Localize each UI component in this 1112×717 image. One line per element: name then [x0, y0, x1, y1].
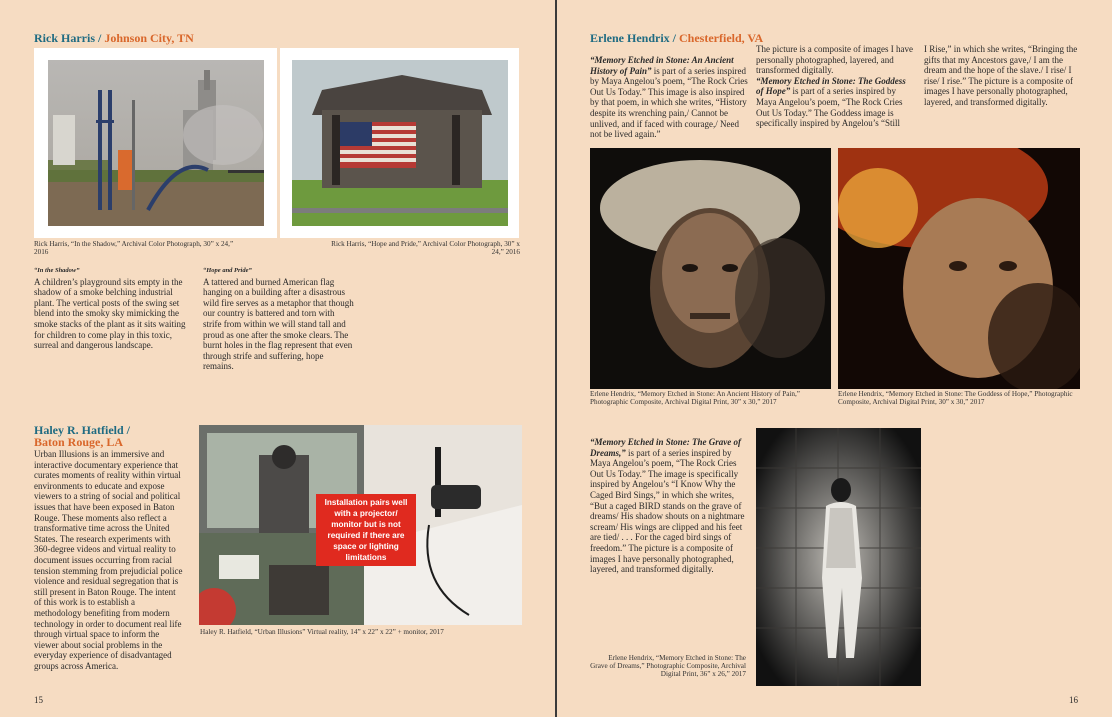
artwork-description: is part of a series inspired by Maya Angelou’s poem, “The Rock Cries Out Us Today.” This image is also inspired by that poem, in which she writes, “History despite its wrenching pain,/ Cannot be unlived, and if faced with courage,/ Need not be lived again.” — [590, 65, 748, 140]
description-block — [590, 55, 748, 140]
grave-of-dreams-photo — [756, 428, 921, 686]
description-block — [34, 266, 192, 351]
artwork-title: “Memory Etched in Stone: The Grave of Dreams,” — [590, 437, 741, 458]
photo-caption: Rick Harris, “In the Shadow,” Archival Color Photograph, 30” x 24,” 2016 — [34, 240, 234, 256]
artist-name: Erlene Hendrix / — [590, 31, 676, 45]
description-block — [756, 44, 914, 129]
flag-photo — [292, 60, 508, 226]
artist-place: Johnson City, TN — [104, 31, 194, 45]
description-block — [590, 437, 748, 575]
rick-header — [34, 31, 194, 46]
artwork-title: “Memory Etched in Stone: The Goddess of Hope” — [756, 75, 906, 97]
artwork-title: “Hope and Pride” — [203, 267, 252, 274]
artwork-title: “In the Shadow” — [34, 267, 80, 274]
description-block — [203, 266, 355, 372]
artwork-description: Urban Illusions is an immersive and interactive documentary experience that curates moments of reality within virtual environments to educate and expose viewers to a string of social and political issues that have been exposed in Baton Rouge. These moments also reflect a transformative time across the United States. The research experiments with 360-degree videos and virtual reality to document issues occurring from racial tension stemming from prejudicial police violence and residual segregation that is still present in Baton Rouge. The intent of this work is to establish a methodology benefiting from modern technology in order to document real life through virtual space to inform the viewer about social problems in the everyday experience of disadvantaged groups across America. — [34, 449, 183, 671]
haley-header — [34, 424, 130, 448]
artwork-title: “Memory Etched in Stone: An Ancient History of Pain” — [590, 55, 734, 76]
playground-photo — [48, 60, 264, 226]
artist-name: Rick Harris / — [34, 31, 102, 45]
installation-note: Installation pairs well with a projector/ monitor but is not required if there are space or lighting limitations — [316, 494, 416, 566]
left-page — [0, 0, 555, 717]
artwork-description: I Rise,” in which she writes, “Bringing the gifts that my Ancestors gave,/ I am the dream and the hope of the slave./ I rise/ I rise/ I rise.” The picture is a composite of images I have personally photographed, layered, and transformed digitally. — [924, 44, 1078, 107]
artist-place: Chesterfield, VA — [679, 31, 764, 45]
photo-caption: Erlene Hendrix, “Memory Etched in Stone: An Ancient History of Pain,” Photographic Composite, Archival Digital Print, 30” x 30,” 2017 — [590, 390, 800, 406]
artwork-description: is part of a series inspired by Maya Angelou’s poem, “The Rock Cries Out Us Today.” The Goddess image is specifically inspired by Angelou’s “Still — [756, 86, 903, 129]
photo-caption: Erlene Hendrix, “Memory Etched in Stone: The Goddess of Hope,” Photographic Composite, Archival Digital Print, 30” x 30,” 2017 — [838, 390, 1073, 406]
photo-caption: Erlene Hendrix, “Memory Etched in Stone: The Grave of Dreams,” Photographic Composite, Archival Digital Print, 36” x 26,” 2017 — [590, 654, 746, 678]
artwork-description: A tattered and burned American flag hanging on a building after a disastrous wild fire serves as a metaphor that though our country is battered and torn with strife from within we will stand tall and proud as one after the smoke clears. The burnt holes in the flag represent that even through strife and suffering, hope remains. — [203, 276, 354, 372]
portrait-ancient-history — [590, 148, 831, 389]
artwork-description: The picture is a composite of images I have personally photographed, layered, and transformed digitally. — [756, 44, 913, 76]
artwork-description: is part of a series inspired by Maya Angelou’s poem, “The Rock Cries Out Us Today.” The image is specifically inspired by Angelou’s “I Know Why the Caged Bird Sings,” in which she writes, “But a caged BIRD stands on the grave of dreams/ His shadow shouts on a nightmare scream/ His wings are clipped and his feet are tied/ . . . For the caged bird sings of freedom.” The picture is a composite of images I have personally photographed, layered, and transformed digitally. — [590, 447, 745, 575]
page-number: 16 — [1069, 695, 1078, 705]
artist-name: Haley R. Hatfield / — [34, 423, 130, 437]
page-number: 15 — [34, 695, 43, 705]
photo-caption: Rick Harris, “Hope and Pride,” Archival Color Photograph, 30” x 24,” 2016 — [331, 240, 520, 256]
erlene-header — [590, 31, 763, 46]
artwork-description: A children’s playground sits empty in the shadow of a smoke belching industrial plant. The vertical posts of the swing set blend into the smoky sky mimicking the smoke stacks of the plant as it sits waiting for children to come play in this toxic, surreal and dangerous landscape. — [34, 276, 186, 351]
photo-caption: Haley R. Hatfield, “Urban Illusions” Virtual reality, 14” x 22” x 22” + monitor, 2017 — [200, 628, 444, 636]
portrait-goddess-of-hope — [838, 148, 1080, 389]
right-page — [557, 0, 1112, 717]
artist-place: Baton Rouge, LA — [34, 435, 124, 449]
